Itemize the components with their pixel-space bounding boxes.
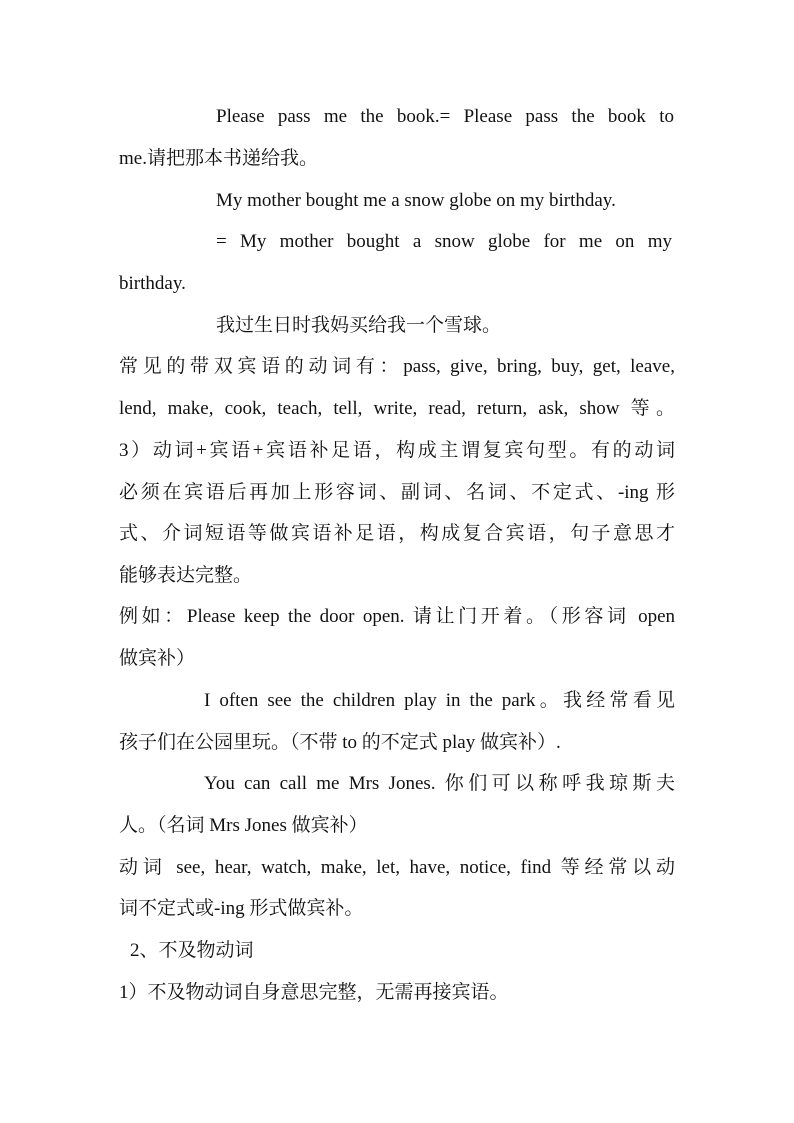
text-line-11: 式、介词短语等做宾语补足语，构成复合宾语，句子意思才 — [119, 523, 675, 544]
text-line-7: 常见的带双宾语的动词有：pass, give, bring, buy, get, leave, — [119, 356, 675, 377]
text-line-9: 3）动词+宾语+宾语补足语，构成主谓复宾句型。有的动词 — [119, 440, 675, 461]
text-line-20: 词不定式或-ing 形式做宾补。 — [119, 898, 364, 919]
text-line-12: 能够表达完整。 — [119, 565, 253, 586]
text-line-17: You can call me Mrs Jones. 你们可以称呼我琼斯夫 — [204, 773, 675, 794]
text-line-5: birthday. — [119, 273, 186, 294]
text-line-16: 孩子们在公园里玩。（不带 to 的不定式 play 做宾补）. — [119, 732, 561, 753]
text-line-19: 动词 see, hear, watch, make, let, have, notice, find 等经常以动 — [119, 857, 675, 878]
text-line-4: = My mother bought a snow globe for me on my — [216, 231, 672, 252]
text-line-1: Please pass me the book.= Please pass the book to — [216, 106, 674, 127]
text-line-8: lend, make, cook, teach, tell, write, read, return, ask, show 等。 — [119, 398, 675, 419]
text-line-22: 1）不及物动词自身意思完整，无需再接宾语。 — [119, 982, 509, 1003]
text-line-3: My mother bought me a snow globe on my birthday. — [216, 190, 616, 211]
text-line-6: 我过生日时我妈买给我一个雪球。 — [216, 315, 502, 336]
text-line-15: I often see the children play in the park。我经常看见 — [204, 690, 675, 711]
text-line-2: me.请把那本书递给我。 — [119, 148, 318, 169]
text-line-14: 做宾补） — [119, 648, 196, 669]
text-line-13: 例如：Please keep the door open. 请让门开着。（形容词 open — [119, 606, 675, 627]
text-line-10: 必须在宾语后再加上形容词、副词、名词、不定式、-ing 形 — [119, 482, 675, 503]
text-line-18: 人。（名词 Mrs Jones 做宾补） — [119, 815, 368, 836]
text-line-21: 2、不及物动词 — [130, 940, 254, 961]
